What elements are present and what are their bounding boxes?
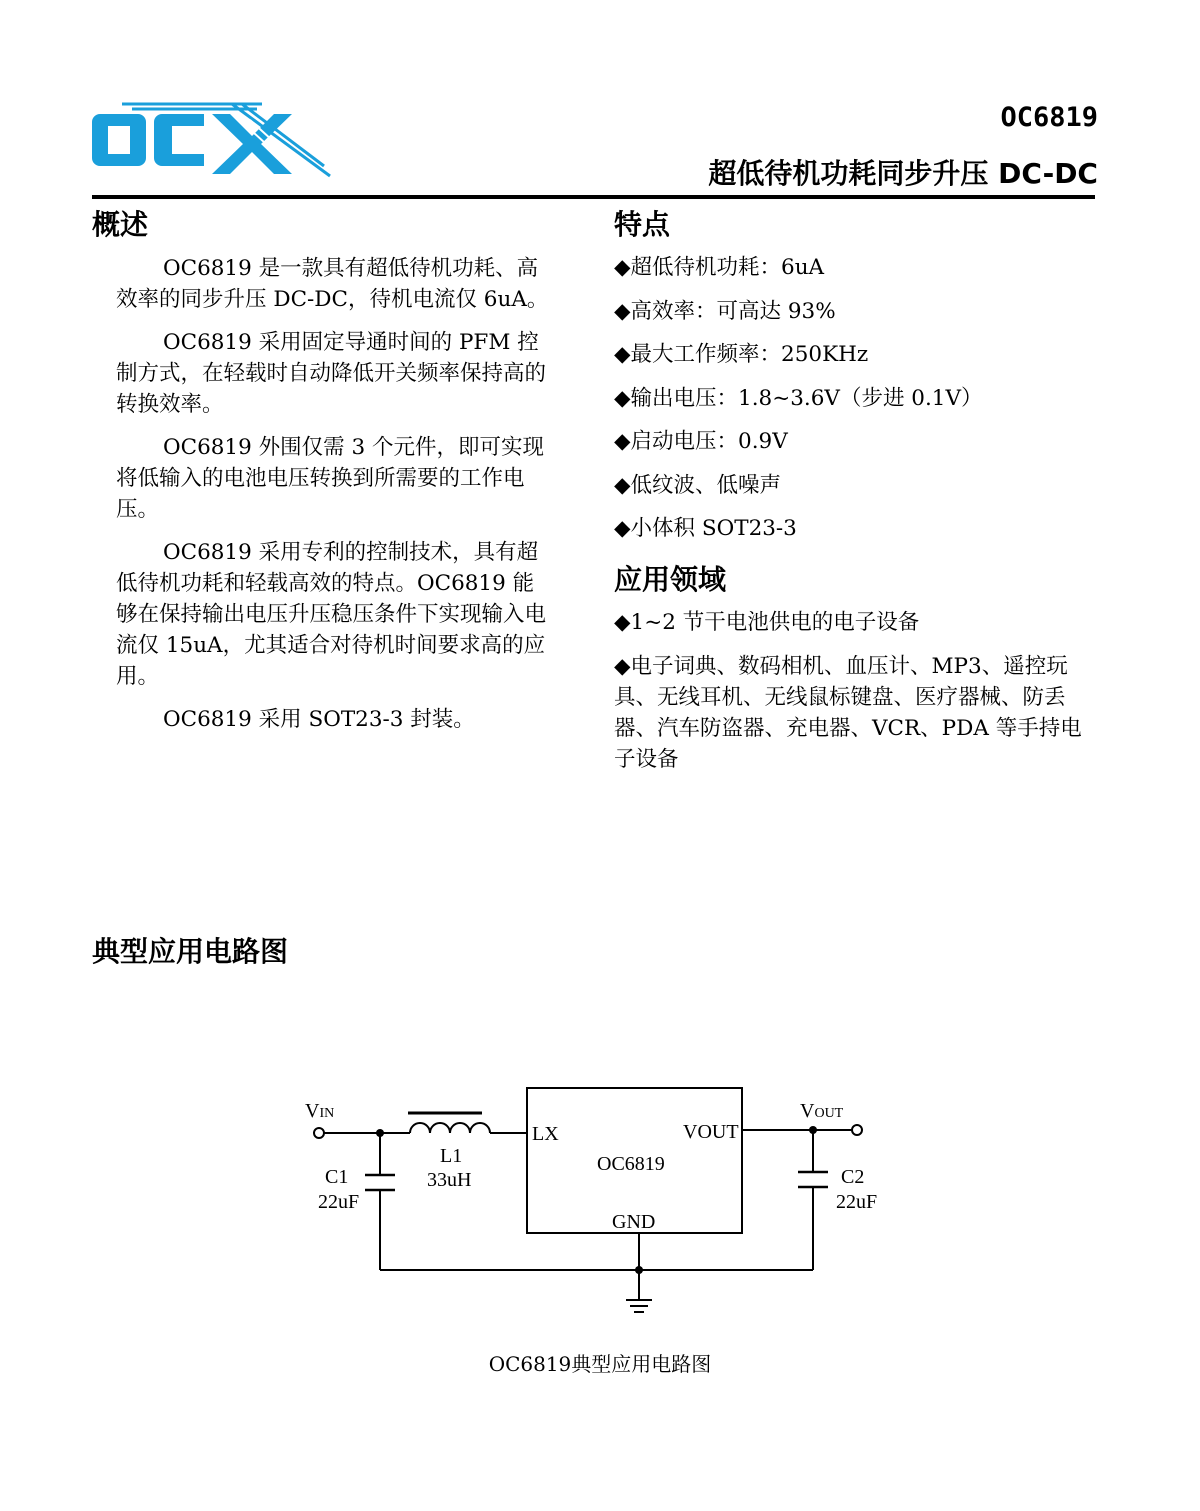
header-divider	[92, 195, 1095, 199]
junction-dot	[376, 1129, 384, 1137]
chip-name-label: OC6819	[597, 1153, 665, 1175]
l1-name: L1	[440, 1145, 463, 1167]
feature-item: ◆超低待机功耗：6uA	[614, 255, 825, 280]
c2-name: C2	[841, 1166, 865, 1188]
applications-list	[614, 607, 1084, 787]
feature-item: ◆输出电压：1.8~3.6V（步进 0.1V）	[614, 385, 983, 411]
overview-paragraph: OC6819 采用 SOT23-3 封装。	[163, 707, 475, 732]
overview-paragraph: OC6819 采用固定导通时间的 PFM 控制方式，在轻载时自动降低开关频率保持高的转换效率。	[116, 330, 547, 417]
pin-vout-label: VOUT	[683, 1121, 739, 1143]
feature-item: ◆高效率：可高达 93%	[614, 298, 836, 324]
overview-body	[116, 253, 554, 747]
c2-value: 22uF	[836, 1191, 878, 1213]
circuit-heading: 典型应用电路图	[92, 935, 289, 968]
pin-lx-label: LX	[532, 1123, 559, 1145]
feature-item: ◆最大工作频率：250KHz	[614, 342, 869, 367]
features-heading: 特点	[614, 208, 671, 241]
applications-heading: 应用领域	[614, 563, 727, 596]
application-item: ◆1~2 节干电池供电的电子设备	[614, 610, 920, 635]
vout-terminal	[852, 1125, 862, 1135]
c1-value: 22uF	[318, 1191, 360, 1213]
features-list	[614, 252, 1084, 557]
part-number: OC6819	[1000, 102, 1098, 133]
vin-terminal	[314, 1128, 324, 1138]
document-subtitle: 超低待机功耗同步升压 DC-DC	[708, 157, 1098, 190]
vin-label: VIN	[305, 1100, 335, 1122]
overview-paragraph: OC6819 是一款具有超低待机功耗、高效率的同步升压 DC-DC，待机电流仅 6uA。	[116, 256, 549, 312]
pin-gnd-label: GND	[612, 1211, 656, 1233]
feature-item: ◆低纹波、低噪声	[614, 472, 782, 498]
l1-value: 33uH	[427, 1169, 472, 1191]
feature-item: ◆启动电压：0.9V	[614, 429, 788, 454]
typical-application-circuit	[290, 1080, 910, 1330]
junction-dot	[635, 1266, 643, 1274]
overview-heading: 概述	[92, 208, 149, 241]
overview-paragraph: OC6819 外围仅需 3 个元件，即可实现将低输入的电池电压转换到所需要的工作电压。	[116, 435, 544, 522]
feature-item: ◆小体积 SOT23-3	[614, 516, 797, 541]
circuit-caption: OC6819典型应用电路图	[488, 1352, 712, 1376]
c1-name: C1	[325, 1166, 349, 1188]
application-item: ◆电子词典、数码相机、血压计、MP3、遥控玩具、无线耳机、无线鼠标键盘、医疗器械、防丢器、汽车防盗器、充电器、VCR、PDA 等手持电子设备	[614, 653, 1082, 772]
ocx-logo	[92, 100, 332, 180]
inductor-l1	[410, 1123, 490, 1133]
vout-label: VOUT	[800, 1100, 844, 1122]
junction-dot	[809, 1126, 817, 1134]
overview-paragraph: OC6819 采用专利的控制技术，具有超低待机功耗和轻载高效的特点。OC6819 能够在保持输出电压升压稳压条件下实现输入电流仅 15uA，尤其适合对待机时间要求高的应用。	[116, 540, 547, 689]
